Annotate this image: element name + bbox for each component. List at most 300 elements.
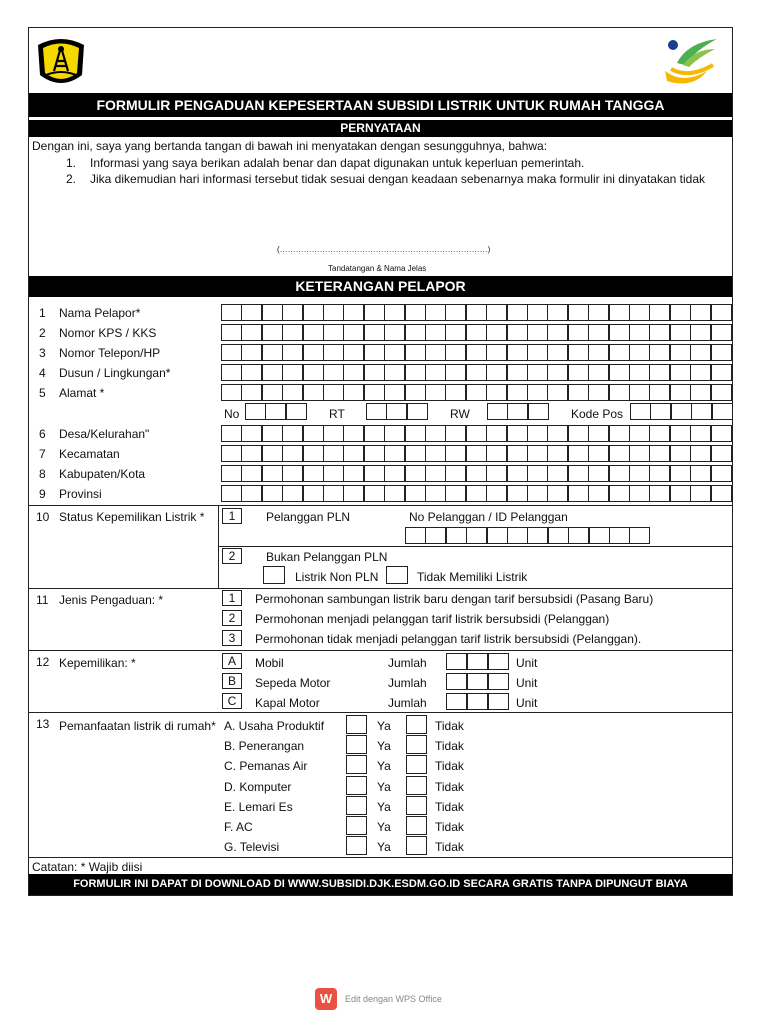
field-input-cell[interactable] bbox=[405, 324, 426, 341]
field-input-cell[interactable] bbox=[568, 324, 589, 341]
field-input-cell[interactable] bbox=[649, 304, 670, 321]
field-input-cell[interactable] bbox=[649, 324, 670, 341]
field-input-cell[interactable] bbox=[690, 364, 711, 381]
jumlah-cell[interactable] bbox=[446, 693, 467, 710]
address-kodepos-cell[interactable] bbox=[630, 403, 651, 420]
field-input-cell[interactable] bbox=[221, 344, 242, 361]
field-input-cell[interactable] bbox=[629, 425, 650, 442]
field-input-cell[interactable] bbox=[425, 324, 446, 341]
field-input-cell[interactable] bbox=[384, 425, 405, 442]
field-input-cell[interactable] bbox=[466, 344, 487, 361]
field-input-cell[interactable] bbox=[588, 344, 609, 361]
field-input-cell[interactable] bbox=[241, 324, 262, 341]
field-input-cell[interactable] bbox=[609, 465, 630, 482]
customer-id-cell[interactable] bbox=[527, 527, 548, 544]
field-input-cell[interactable] bbox=[486, 485, 507, 502]
field-input-cell[interactable] bbox=[568, 425, 589, 442]
field-input-cell[interactable] bbox=[527, 485, 548, 502]
field-input-cell[interactable] bbox=[690, 304, 711, 321]
ya-checkbox[interactable] bbox=[346, 715, 367, 734]
field-input-cell[interactable] bbox=[527, 344, 548, 361]
field-input-cell[interactable] bbox=[323, 304, 344, 321]
field-input-cell[interactable] bbox=[364, 344, 385, 361]
field-input-cell[interactable] bbox=[425, 364, 446, 381]
field-input-cell[interactable] bbox=[445, 364, 466, 381]
field-input-cell[interactable] bbox=[323, 384, 344, 401]
field-input-cell[interactable] bbox=[486, 384, 507, 401]
field-input-cell[interactable] bbox=[527, 425, 548, 442]
address-no-cell[interactable] bbox=[286, 403, 307, 420]
field-input-cell[interactable] bbox=[670, 324, 691, 341]
field-input-cell[interactable] bbox=[690, 324, 711, 341]
customer-id-cell[interactable] bbox=[466, 527, 487, 544]
field-input-cell[interactable] bbox=[303, 364, 324, 381]
field-input-cell[interactable] bbox=[466, 304, 487, 321]
field-input-cell[interactable] bbox=[425, 485, 446, 502]
field-input-cell[interactable] bbox=[364, 465, 385, 482]
field-input-cell[interactable] bbox=[343, 465, 364, 482]
field-input-cell[interactable] bbox=[568, 304, 589, 321]
wps-watermark-text[interactable]: Edit dengan WPS Office bbox=[345, 994, 442, 1004]
field-input-cell[interactable] bbox=[364, 364, 385, 381]
address-kodepos-cell[interactable] bbox=[671, 403, 692, 420]
address-rw-cell[interactable] bbox=[528, 403, 549, 420]
field-input-cell[interactable] bbox=[670, 384, 691, 401]
ya-checkbox[interactable] bbox=[346, 816, 367, 835]
tidak-checkbox[interactable] bbox=[406, 735, 427, 754]
field-input-cell[interactable] bbox=[507, 384, 528, 401]
field-input-cell[interactable] bbox=[568, 485, 589, 502]
field-input-cell[interactable] bbox=[282, 344, 303, 361]
field-input-cell[interactable] bbox=[670, 364, 691, 381]
field-input-cell[interactable] bbox=[405, 344, 426, 361]
field-input-cell[interactable] bbox=[364, 304, 385, 321]
ya-checkbox[interactable] bbox=[346, 836, 367, 855]
field-input-cell[interactable] bbox=[303, 425, 324, 442]
field-input-cell[interactable] bbox=[282, 304, 303, 321]
signature-line[interactable]: (……………………………………………………………………) bbox=[277, 245, 491, 254]
field-input-cell[interactable] bbox=[649, 465, 670, 482]
field-input-cell[interactable] bbox=[629, 344, 650, 361]
field-input-cell[interactable] bbox=[711, 324, 732, 341]
field-input-cell[interactable] bbox=[445, 445, 466, 462]
field-input-cell[interactable] bbox=[486, 304, 507, 321]
field-input-cell[interactable] bbox=[466, 384, 487, 401]
field-input-cell[interactable] bbox=[486, 465, 507, 482]
field-input-cell[interactable] bbox=[405, 425, 426, 442]
field-input-cell[interactable] bbox=[486, 364, 507, 381]
field-input-cell[interactable] bbox=[588, 324, 609, 341]
field-input-cell[interactable] bbox=[262, 445, 283, 462]
address-rt-cell[interactable] bbox=[386, 403, 407, 420]
field-input-cell[interactable] bbox=[343, 324, 364, 341]
tidak-checkbox[interactable] bbox=[406, 796, 427, 815]
field-input-cell[interactable] bbox=[445, 485, 466, 502]
field-input-cell[interactable] bbox=[384, 485, 405, 502]
field-num: 2 bbox=[39, 326, 46, 340]
kepemilikan-code[interactable]: A bbox=[222, 653, 242, 669]
field-input-cell[interactable] bbox=[588, 465, 609, 482]
field-input-cell[interactable] bbox=[547, 465, 568, 482]
ya-checkbox[interactable] bbox=[346, 755, 367, 774]
ya-label: Ya bbox=[377, 779, 391, 794]
jumlah-cell[interactable] bbox=[488, 673, 509, 690]
field-input-cell[interactable] bbox=[384, 324, 405, 341]
field-input-cell[interactable] bbox=[241, 304, 262, 321]
field-input-cell[interactable] bbox=[343, 344, 364, 361]
field-input-cell[interactable] bbox=[241, 384, 262, 401]
pernyataan-item: Jika dikemudian hari informasi tersebut tidak sesuai dengan keadaan sebenarnya maka formulir ini dinyatakan tidak bbox=[90, 172, 706, 186]
field-input-cell[interactable] bbox=[690, 425, 711, 442]
field-input-cell[interactable] bbox=[466, 465, 487, 482]
field-num: 3 bbox=[39, 346, 46, 360]
field-input-cell[interactable] bbox=[711, 425, 732, 442]
field-input-cell[interactable] bbox=[629, 465, 650, 482]
field-input-cell[interactable] bbox=[609, 445, 630, 462]
field-input-cell[interactable] bbox=[588, 425, 609, 442]
field-input-cell[interactable] bbox=[507, 344, 528, 361]
field-input-cell[interactable] bbox=[282, 485, 303, 502]
address-no-cell[interactable] bbox=[245, 403, 266, 420]
field-input-cell[interactable] bbox=[527, 465, 548, 482]
field-input-cell[interactable] bbox=[711, 304, 732, 321]
customer-id-cell[interactable] bbox=[589, 527, 610, 544]
field-input-cell[interactable] bbox=[609, 364, 630, 381]
field-input-cell[interactable] bbox=[425, 445, 446, 462]
field-input-cell[interactable] bbox=[282, 364, 303, 381]
field-input-cell[interactable] bbox=[547, 485, 568, 502]
field-input-cell[interactable] bbox=[711, 465, 732, 482]
field-input-cell[interactable] bbox=[425, 344, 446, 361]
field-input-cell[interactable] bbox=[466, 364, 487, 381]
address-rt-label: RT bbox=[329, 407, 345, 421]
field-input-cell[interactable] bbox=[711, 445, 732, 462]
field-input-cell[interactable] bbox=[568, 384, 589, 401]
field-input-cell[interactable] bbox=[364, 324, 385, 341]
field-input-cell[interactable] bbox=[547, 344, 568, 361]
field-input-cell[interactable] bbox=[507, 485, 528, 502]
field-input-cell[interactable] bbox=[221, 384, 242, 401]
field-input-cell[interactable] bbox=[547, 445, 568, 462]
field-input-cell[interactable] bbox=[384, 364, 405, 381]
customer-id-cell[interactable] bbox=[446, 527, 467, 544]
field-input-cell[interactable] bbox=[445, 304, 466, 321]
field-input-cell[interactable] bbox=[364, 445, 385, 462]
field-input-cell[interactable] bbox=[711, 384, 732, 401]
field-input-cell[interactable] bbox=[425, 384, 446, 401]
field-input-cell[interactable] bbox=[323, 324, 344, 341]
field-input-cell[interactable] bbox=[323, 445, 344, 462]
jumlah-cell[interactable] bbox=[446, 653, 467, 670]
field-num: 4 bbox=[39, 366, 46, 380]
field-input-cell[interactable] bbox=[547, 324, 568, 341]
field-input-cell[interactable] bbox=[649, 384, 670, 401]
tidak-memiliki-listrik-checkbox[interactable] bbox=[386, 566, 408, 584]
field-input-cell[interactable] bbox=[262, 304, 283, 321]
field-input-cell[interactable] bbox=[486, 425, 507, 442]
listrik-non-pln-checkbox[interactable] bbox=[263, 566, 285, 584]
customer-id-cell[interactable] bbox=[548, 527, 569, 544]
field-input-cell[interactable] bbox=[303, 304, 324, 321]
field-input-cell[interactable] bbox=[221, 425, 242, 442]
field-input-cell[interactable] bbox=[282, 324, 303, 341]
ya-checkbox[interactable] bbox=[346, 796, 367, 815]
field-input-cell[interactable] bbox=[241, 465, 262, 482]
field-input-cell[interactable] bbox=[323, 364, 344, 381]
field-input-cell[interactable] bbox=[649, 364, 670, 381]
field-input-cell[interactable] bbox=[507, 304, 528, 321]
field-input-cell[interactable] bbox=[588, 304, 609, 321]
field-input-cell[interactable] bbox=[221, 465, 242, 482]
field-input-cell[interactable] bbox=[425, 304, 446, 321]
field-input-cell[interactable] bbox=[588, 384, 609, 401]
status-option-2-checkbox[interactable]: 2 bbox=[222, 548, 242, 564]
field-input-cell[interactable] bbox=[262, 344, 283, 361]
field-input-cell[interactable] bbox=[262, 465, 283, 482]
field-input-cell[interactable] bbox=[629, 384, 650, 401]
status-option-1-checkbox[interactable]: 1 bbox=[222, 508, 242, 524]
jumlah-cell[interactable] bbox=[467, 693, 488, 710]
jenis-option-checkbox[interactable]: 3 bbox=[222, 630, 242, 646]
jumlah-cell[interactable] bbox=[488, 693, 509, 710]
field-input-cell[interactable] bbox=[262, 425, 283, 442]
field-input-cell[interactable] bbox=[649, 425, 670, 442]
field-input-cell[interactable] bbox=[343, 445, 364, 462]
field-input-cell[interactable] bbox=[609, 425, 630, 442]
field-input-cell[interactable] bbox=[466, 445, 487, 462]
field-input-cell[interactable] bbox=[609, 384, 630, 401]
tidak-checkbox[interactable] bbox=[406, 776, 427, 795]
address-rt-cell[interactable] bbox=[407, 403, 428, 420]
field-input-cell[interactable] bbox=[486, 344, 507, 361]
kepemilikan-code[interactable]: C bbox=[222, 693, 242, 709]
field-input-cell[interactable] bbox=[262, 384, 283, 401]
field-input-cell[interactable] bbox=[609, 304, 630, 321]
customer-id-cell[interactable] bbox=[405, 527, 426, 544]
field-input-cell[interactable] bbox=[282, 425, 303, 442]
field-input-cell[interactable] bbox=[690, 344, 711, 361]
field-input-cell[interactable] bbox=[241, 344, 262, 361]
field-input-cell[interactable] bbox=[629, 364, 650, 381]
field-input-cell[interactable] bbox=[609, 324, 630, 341]
field-input-cell[interactable] bbox=[445, 324, 466, 341]
field-input-cell[interactable] bbox=[241, 425, 262, 442]
field-input-cell[interactable] bbox=[486, 324, 507, 341]
field-input-cell[interactable] bbox=[670, 465, 691, 482]
field-input-cell[interactable] bbox=[649, 445, 670, 462]
field-input-cell[interactable] bbox=[282, 445, 303, 462]
field-input-cell[interactable] bbox=[343, 384, 364, 401]
ya-checkbox[interactable] bbox=[346, 735, 367, 754]
field-input-cell[interactable] bbox=[507, 445, 528, 462]
customer-id-cell[interactable] bbox=[568, 527, 589, 544]
field-input-cell[interactable] bbox=[507, 364, 528, 381]
field-input-cell[interactable] bbox=[588, 364, 609, 381]
field-input-cell[interactable] bbox=[547, 364, 568, 381]
field-input-cell[interactable] bbox=[425, 465, 446, 482]
field-input-cell[interactable] bbox=[670, 425, 691, 442]
jenis-option-checkbox[interactable]: 2 bbox=[222, 610, 242, 626]
field-input-cell[interactable] bbox=[649, 344, 670, 361]
field-input-cell[interactable] bbox=[221, 324, 242, 341]
field-input-cell[interactable] bbox=[282, 384, 303, 401]
field-input-cell[interactable] bbox=[221, 445, 242, 462]
field-input-cell[interactable] bbox=[466, 485, 487, 502]
field-input-cell[interactable] bbox=[588, 445, 609, 462]
field-input-cell[interactable] bbox=[629, 324, 650, 341]
field-input-cell[interactable] bbox=[568, 445, 589, 462]
field-input-cell[interactable] bbox=[711, 485, 732, 502]
field-input-cell[interactable] bbox=[303, 465, 324, 482]
field-input-cell[interactable] bbox=[690, 384, 711, 401]
customer-id-cell[interactable] bbox=[507, 527, 528, 544]
field-input-cell[interactable] bbox=[690, 465, 711, 482]
customer-id-cell[interactable] bbox=[425, 527, 446, 544]
field-input-cell[interactable] bbox=[547, 384, 568, 401]
field-input-cell[interactable] bbox=[445, 425, 466, 442]
field-input-cell[interactable] bbox=[445, 344, 466, 361]
field-input-cell[interactable] bbox=[323, 485, 344, 502]
field-input-cell[interactable] bbox=[649, 485, 670, 502]
tidak-checkbox[interactable] bbox=[406, 755, 427, 774]
address-rt-cell[interactable] bbox=[366, 403, 387, 420]
tidak-label: Tidak bbox=[435, 820, 464, 834]
field-input-cell[interactable] bbox=[507, 425, 528, 442]
field-input-cell[interactable] bbox=[405, 445, 426, 462]
field-input-cell[interactable] bbox=[670, 445, 691, 462]
address-no-cell[interactable] bbox=[265, 403, 286, 420]
field-input-cell[interactable] bbox=[568, 344, 589, 361]
field-input-cell[interactable] bbox=[221, 304, 242, 321]
field-input-cell[interactable] bbox=[588, 485, 609, 502]
field-input-cell[interactable] bbox=[343, 364, 364, 381]
field-input-cell[interactable] bbox=[303, 485, 324, 502]
address-rw-cell[interactable] bbox=[507, 403, 528, 420]
field-input-cell[interactable] bbox=[547, 425, 568, 442]
field-input-cell[interactable] bbox=[670, 344, 691, 361]
jumlah-cell[interactable] bbox=[467, 653, 488, 670]
customer-id-cell[interactable] bbox=[629, 527, 650, 544]
pernyataan-item: Informasi yang saya berikan adalah benar dan dapat digunakan untuk keperluan pemerintah. bbox=[90, 156, 585, 170]
field-input-cell[interactable] bbox=[262, 485, 283, 502]
field-input-cell[interactable] bbox=[384, 304, 405, 321]
field-input-cell[interactable] bbox=[303, 344, 324, 361]
field-label: Dusun / Lingkungan* bbox=[59, 366, 171, 380]
field-input-cell[interactable] bbox=[262, 324, 283, 341]
field-input-cell[interactable] bbox=[364, 485, 385, 502]
field-input-cell[interactable] bbox=[323, 344, 344, 361]
field-input-cell[interactable] bbox=[629, 445, 650, 462]
field-input-cell[interactable] bbox=[405, 384, 426, 401]
field-input-cell[interactable] bbox=[609, 344, 630, 361]
customer-id-cell[interactable] bbox=[487, 527, 508, 544]
field-input-cell[interactable] bbox=[405, 485, 426, 502]
field-input-cell[interactable] bbox=[507, 465, 528, 482]
field-input-cell[interactable] bbox=[690, 485, 711, 502]
form-title: FORMULIR PENGADUAN KEPESERTAAN SUBSIDI LISTRIK UNTUK RUMAH TANGGA bbox=[29, 93, 732, 117]
field-input-cell[interactable] bbox=[282, 465, 303, 482]
field-input-cell[interactable] bbox=[670, 485, 691, 502]
field-input-cell[interactable] bbox=[364, 425, 385, 442]
field-input-cell[interactable] bbox=[405, 465, 426, 482]
jumlah-cell[interactable] bbox=[446, 673, 467, 690]
field-input-cell[interactable] bbox=[241, 364, 262, 381]
field-input-cell[interactable] bbox=[527, 324, 548, 341]
field-input-cell[interactable] bbox=[303, 324, 324, 341]
field-input-cell[interactable] bbox=[466, 425, 487, 442]
address-kodepos-cell[interactable] bbox=[712, 403, 733, 420]
field-input-cell[interactable] bbox=[670, 304, 691, 321]
field-input-cell[interactable] bbox=[527, 364, 548, 381]
field-input-cell[interactable] bbox=[221, 364, 242, 381]
field-input-cell[interactable] bbox=[343, 425, 364, 442]
field-input-cell[interactable] bbox=[445, 465, 466, 482]
field-input-cell[interactable] bbox=[241, 485, 262, 502]
field-input-cell[interactable] bbox=[303, 445, 324, 462]
tidak-checkbox[interactable] bbox=[406, 816, 427, 835]
address-kodepos-cell[interactable] bbox=[650, 403, 671, 420]
field-input-cell[interactable] bbox=[405, 364, 426, 381]
field-input-cell[interactable] bbox=[690, 445, 711, 462]
field-input-cell[interactable] bbox=[527, 304, 548, 321]
address-kodepos-cell[interactable] bbox=[691, 403, 712, 420]
field-input-cell[interactable] bbox=[364, 384, 385, 401]
field-input-cell[interactable] bbox=[405, 304, 426, 321]
field-input-cell[interactable] bbox=[343, 485, 364, 502]
ya-checkbox[interactable] bbox=[346, 776, 367, 795]
field-input-cell[interactable] bbox=[241, 445, 262, 462]
signature-caption: Tandatangan & Nama Jelas bbox=[328, 264, 427, 273]
field-input-cell[interactable] bbox=[547, 304, 568, 321]
field-input-cell[interactable] bbox=[486, 445, 507, 462]
field-input-cell[interactable] bbox=[507, 324, 528, 341]
field-input-cell[interactable] bbox=[221, 485, 242, 502]
field-input-cell[interactable] bbox=[629, 304, 650, 321]
kepemilikan-code[interactable]: B bbox=[222, 673, 242, 689]
field-input-cell[interactable] bbox=[323, 425, 344, 442]
tidak-checkbox[interactable] bbox=[406, 715, 427, 734]
field-input-cell[interactable] bbox=[466, 324, 487, 341]
field-input-cell[interactable] bbox=[425, 425, 446, 442]
field-input-cell[interactable] bbox=[384, 384, 405, 401]
field-input-cell[interactable] bbox=[527, 384, 548, 401]
field-input-cell[interactable] bbox=[568, 465, 589, 482]
divider bbox=[29, 505, 732, 506]
customer-id-cell[interactable] bbox=[609, 527, 630, 544]
field-input-cell[interactable] bbox=[527, 445, 548, 462]
jenis-option-checkbox[interactable]: 1 bbox=[222, 590, 242, 606]
field-input-cell[interactable] bbox=[629, 485, 650, 502]
field-input-cell[interactable] bbox=[262, 364, 283, 381]
field-input-cell[interactable] bbox=[343, 304, 364, 321]
jumlah-cell[interactable] bbox=[488, 653, 509, 670]
jumlah-cell[interactable] bbox=[467, 673, 488, 690]
address-rw-cell[interactable] bbox=[487, 403, 508, 420]
field-input-cell[interactable] bbox=[609, 485, 630, 502]
field-input-cell[interactable] bbox=[445, 384, 466, 401]
field-input-cell[interactable] bbox=[711, 364, 732, 381]
field-input-cell[interactable] bbox=[384, 445, 405, 462]
field-input-cell[interactable] bbox=[303, 384, 324, 401]
field-input-cell[interactable] bbox=[568, 364, 589, 381]
field-input-cell[interactable] bbox=[384, 344, 405, 361]
field-input-cell[interactable] bbox=[323, 465, 344, 482]
tidak-checkbox[interactable] bbox=[406, 836, 427, 855]
field-input-cell[interactable] bbox=[711, 344, 732, 361]
tidak-label: Tidak bbox=[435, 840, 464, 855]
kepemilikan-item-label: Kapal Motor bbox=[255, 696, 320, 710]
field-input-cell[interactable] bbox=[384, 465, 405, 482]
